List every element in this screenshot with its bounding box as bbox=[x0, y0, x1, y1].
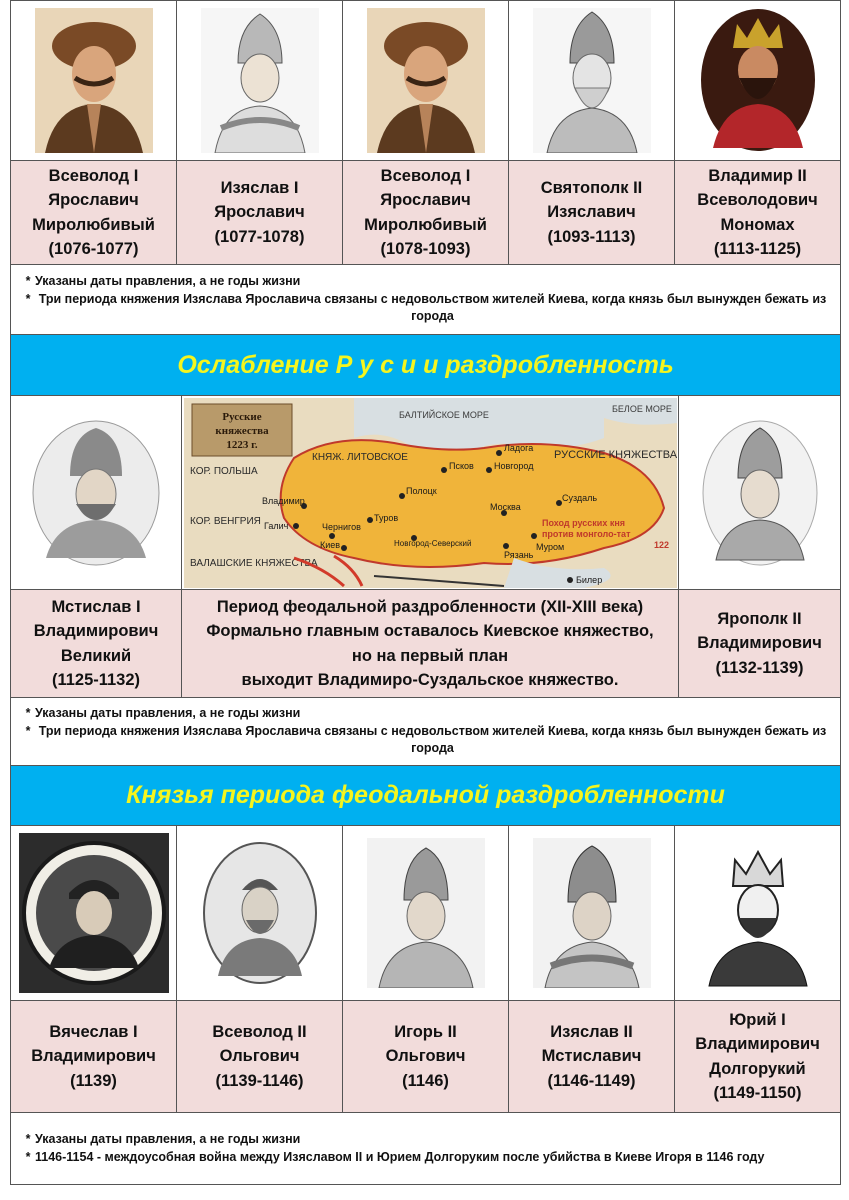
ruler-years: (1132-1139) bbox=[715, 658, 804, 677]
map-title-line: княжества bbox=[214, 424, 269, 437]
period-line: Период феодальной раздробленности (XII-XIII века) bbox=[216, 597, 644, 616]
map-region-label: КНЯЖ. ЛИТОВСКОЕ bbox=[311, 451, 408, 463]
rulers-table-1 bbox=[10, 0, 841, 396]
ruler-patronymic: Владимирович bbox=[31, 1047, 156, 1066]
ruler-name: Вячеслав I bbox=[49, 1022, 138, 1041]
ruler-name: Игорь II bbox=[394, 1022, 457, 1041]
map-image bbox=[184, 398, 677, 588]
ruler-epithet: Великий bbox=[60, 646, 132, 665]
period-description-cell bbox=[182, 590, 679, 698]
ruler-epithet: Миролюбивый bbox=[364, 215, 487, 234]
note-line: * Три периода княжения Изяслава Ярославича связаны с недовольством жителей Киева, когда князь был вынужден бежать из города bbox=[25, 291, 827, 324]
ruler-patronymic: Изяславич bbox=[547, 203, 636, 222]
ruler-patronymic: Ярославич bbox=[214, 203, 305, 222]
map-region-label: ВАЛАШСКИЕ КНЯЖЕСТВА bbox=[189, 557, 317, 569]
ruler-patronymic: Владимирович bbox=[697, 634, 822, 653]
notes-cell bbox=[11, 698, 841, 766]
ruler-name: Всеволод II bbox=[212, 1022, 307, 1041]
rulers-table-3 bbox=[10, 825, 841, 1185]
medallion-portrait-icon bbox=[19, 833, 169, 993]
ruler-name: Всеволод I bbox=[380, 166, 471, 185]
section-banner: Ослабление Р у с и и раздробленность bbox=[11, 335, 841, 396]
rulers-table-2 bbox=[10, 395, 841, 826]
map-region-label: КОР. ПОЛЬША bbox=[189, 465, 258, 477]
ruler-name: Ярополк II bbox=[717, 609, 802, 628]
ruler-years: (1139-1146) bbox=[215, 1071, 304, 1090]
ruler-years: (1146) bbox=[402, 1071, 449, 1090]
ruler-name: Юрий I bbox=[729, 1010, 786, 1029]
map-city-label: Москва bbox=[489, 501, 521, 512]
ruler-name: Изяслав II bbox=[550, 1022, 633, 1041]
ruler-name-cell bbox=[675, 1001, 841, 1113]
map-region-label: БАЛТИЙСКОЕ МОРЕ bbox=[398, 409, 489, 420]
ruler-name: Всеволод I bbox=[48, 166, 139, 185]
ruler-name: Мстислав I bbox=[51, 597, 141, 616]
portrait-cell bbox=[343, 1, 509, 161]
map-city-label: Киев bbox=[319, 539, 340, 550]
map-title-line: Русские bbox=[221, 410, 262, 423]
map-campaign-label: 122 bbox=[653, 539, 669, 550]
portrait-cell bbox=[11, 396, 182, 590]
portrait-cell bbox=[11, 1, 177, 161]
note-line: * Указаны даты правления, а не годы жизни bbox=[25, 274, 301, 289]
map-title-line: 1223 г. bbox=[225, 438, 258, 451]
map-city-label: Суздаль bbox=[561, 492, 597, 503]
oval-portrait-icon bbox=[200, 838, 320, 988]
ruler-years: (1125-1132) bbox=[51, 671, 141, 689]
portrait-cell bbox=[509, 826, 675, 1001]
ruler-name-cell bbox=[509, 161, 675, 265]
ruler-years: (1076-1077) bbox=[48, 240, 139, 258]
helmet-portrait-icon bbox=[533, 8, 651, 153]
map-city-label: Полоцк bbox=[405, 485, 437, 496]
notes-cell bbox=[11, 1113, 841, 1185]
period-line: Формально главным оставалось Киевское княжество, bbox=[206, 622, 654, 640]
helmet-portrait-icon bbox=[533, 838, 651, 988]
portrait-cell bbox=[177, 826, 343, 1001]
map-city-label: Галич bbox=[263, 520, 288, 531]
ruler-name: Святополк II bbox=[540, 178, 643, 197]
map-city-label: Псков bbox=[448, 460, 474, 471]
helmet-portrait-icon bbox=[201, 8, 319, 153]
map-region-label: КОР. ВЕНГРИЯ bbox=[189, 515, 261, 527]
ruler-name-cell bbox=[675, 161, 841, 265]
map-region-label: БЕЛОЕ МОРЕ bbox=[611, 403, 672, 414]
crown-portrait-icon bbox=[699, 838, 817, 988]
ruler-epithet: Мономах bbox=[720, 215, 795, 234]
period-line: выходит Владимиро-Суздальское княжество. bbox=[241, 671, 619, 689]
ruler-name: Изяслав I bbox=[220, 178, 299, 197]
ruler-name-cell bbox=[11, 1001, 177, 1113]
portrait-cell bbox=[675, 1, 841, 161]
map-campaign-label: против монголо-тат bbox=[541, 528, 630, 539]
note-line: * Три периода княжения Изяслава Ярославича связаны с недовольством жителей Киева, когда князь был вынужден бежать из города bbox=[25, 723, 827, 756]
map-city-label: Новгород-Северский bbox=[393, 538, 471, 548]
ruler-years: (1139) bbox=[70, 1071, 117, 1090]
fur-hat-portrait-icon bbox=[367, 8, 485, 153]
map-city-label: Новгород bbox=[493, 460, 533, 471]
map-city-label: Муром bbox=[535, 541, 564, 552]
map-cell bbox=[182, 396, 679, 590]
ruler-name-cell bbox=[343, 161, 509, 265]
ruler-name-cell bbox=[177, 1001, 343, 1113]
ruler-patronymic: Мстиславич bbox=[541, 1047, 642, 1066]
ruler-patronymic: Всеволодович bbox=[697, 191, 818, 209]
ruler-years: (1093-1113) bbox=[547, 227, 636, 246]
ruler-name-cell bbox=[509, 1001, 675, 1113]
oval-portrait-icon bbox=[30, 418, 162, 568]
portrait-cell bbox=[343, 826, 509, 1001]
ruler-years: (1146-1149) bbox=[547, 1071, 636, 1090]
ruler-years: (1113-1125) bbox=[713, 240, 802, 258]
map-city-label: Владимир bbox=[261, 495, 305, 506]
ruler-name-cell bbox=[11, 590, 182, 698]
ruler-name-cell bbox=[177, 161, 343, 265]
ruler-epithet: Долгорукий bbox=[709, 1059, 806, 1078]
note-line: * Указаны даты правления, а не годы жизни bbox=[25, 1132, 301, 1146]
ruler-name: Владимир II bbox=[708, 166, 807, 185]
portrait-cell bbox=[11, 826, 177, 1001]
ruler-name-cell bbox=[11, 161, 177, 265]
period-line: но на первый план bbox=[351, 646, 509, 665]
map-city-label: Рязань bbox=[503, 549, 533, 560]
fur-hat-portrait-icon bbox=[35, 8, 153, 153]
ruler-years: (1149-1150) bbox=[713, 1084, 802, 1102]
ruler-years: (1077-1078) bbox=[214, 227, 305, 246]
note-line: * 1146-1154 - междоусобная война между Изяславом II и Юрием Долгоруким после убийства в Киеве Игоря в 1146 году bbox=[25, 1149, 765, 1164]
map-city-label: Туров bbox=[373, 512, 398, 523]
ruler-epithet: Миролюбивый bbox=[32, 215, 155, 234]
ruler-patronymic: Ольгович bbox=[219, 1047, 300, 1066]
section-banner: Князья периода феодальной раздробленности bbox=[11, 766, 841, 826]
ruler-name-cell bbox=[343, 1001, 509, 1113]
portrait-cell bbox=[679, 396, 841, 590]
ruler-patronymic: Владимирович bbox=[695, 1035, 820, 1053]
portrait-cell bbox=[675, 826, 841, 1001]
ruler-patronymic: Ярославич bbox=[380, 191, 471, 209]
ruler-patronymic: Ольгович bbox=[385, 1047, 466, 1066]
map-city-label: Билер bbox=[575, 574, 602, 585]
map-region-label: РУССКИЕ КНЯЖЕСТВА bbox=[553, 448, 677, 461]
helmet-portrait-icon bbox=[700, 418, 820, 568]
helmet-portrait-icon bbox=[367, 838, 485, 988]
map-campaign-label: Поход русских кня bbox=[541, 517, 625, 528]
note-line: * Указаны даты правления, а не годы жизни bbox=[25, 706, 301, 721]
ruler-patronymic: Владимирович bbox=[33, 622, 159, 640]
map-city-label: Чернигов bbox=[321, 521, 361, 532]
ruler-patronymic: Ярославич bbox=[48, 191, 139, 209]
portrait-cell bbox=[509, 1, 675, 161]
ruler-years: (1078-1093) bbox=[380, 240, 471, 258]
map-city-label: Ладога bbox=[503, 442, 533, 453]
notes-cell bbox=[11, 265, 841, 335]
crown-portrait-icon bbox=[699, 8, 817, 153]
portrait-cell bbox=[177, 1, 343, 161]
ruler-name-cell bbox=[679, 590, 841, 698]
